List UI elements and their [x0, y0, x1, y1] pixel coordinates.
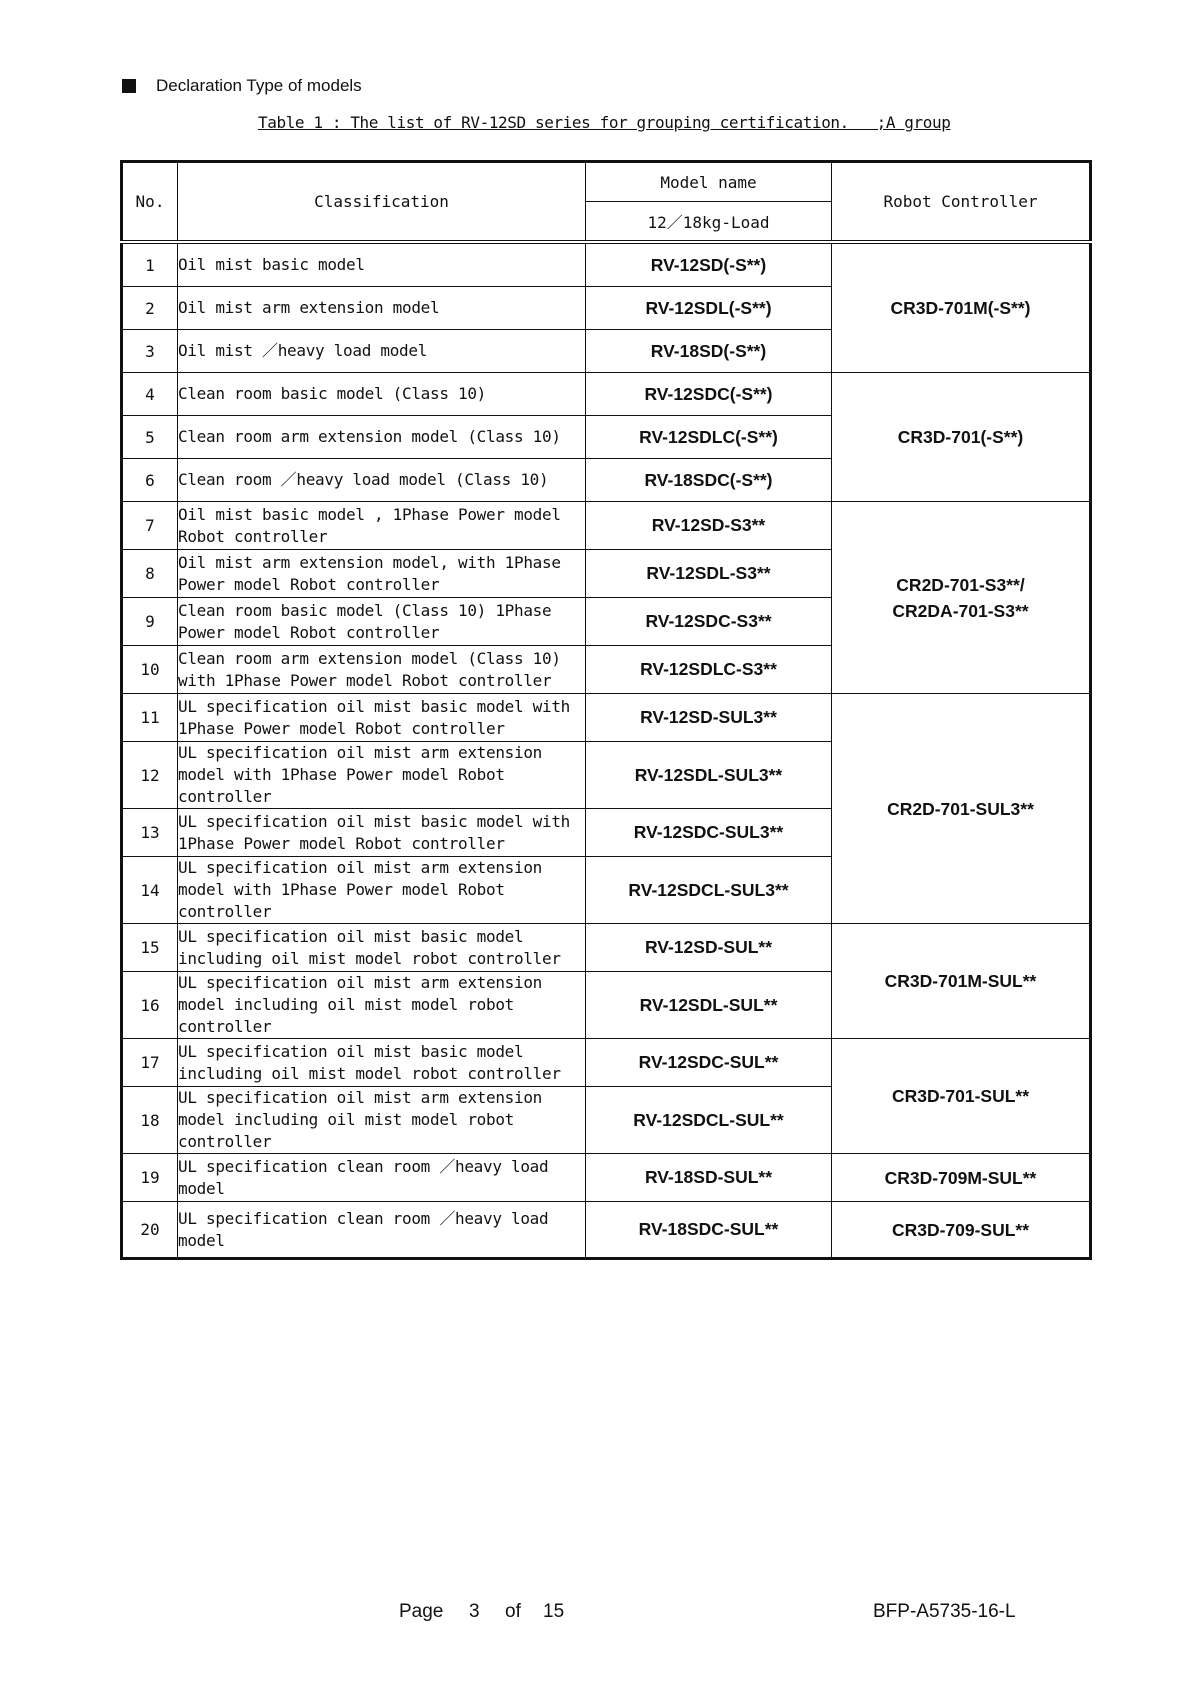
header-classification: Classification	[178, 162, 586, 243]
models-table	[120, 160, 1092, 1260]
row-classification: UL specification oil mist arm extension model with 1Phase Power model Robot controller	[178, 742, 586, 809]
row-model: RV-12SDLC(-S**)	[586, 416, 832, 459]
heading-text: Declaration Type of models	[156, 76, 362, 95]
row-no: 5	[122, 416, 178, 459]
row-no: 12	[122, 742, 178, 809]
row-model: RV-12SD-S3**	[586, 502, 832, 550]
row-classification: UL specification oil mist basic model including oil mist model robot controller	[178, 1039, 586, 1087]
row-no: 16	[122, 972, 178, 1039]
row-no: 20	[122, 1202, 178, 1259]
row-classification: UL specification clean room ／heavy load model	[178, 1154, 586, 1202]
row-model: RV-18SD(-S**)	[586, 330, 832, 373]
row-no: 2	[122, 287, 178, 330]
table-row	[122, 502, 1091, 550]
row-classification: UL specification clean room ／heavy load model	[178, 1202, 586, 1259]
row-no: 17	[122, 1039, 178, 1087]
row-no: 4	[122, 373, 178, 416]
row-no: 10	[122, 646, 178, 694]
row-no: 3	[122, 330, 178, 373]
bullet-square-icon	[122, 79, 136, 93]
controller-cell: CR3D-701-SUL**	[832, 1039, 1091, 1154]
row-model: RV-18SDC(-S**)	[586, 459, 832, 502]
controller-cell: CR3D-709-SUL**	[832, 1202, 1091, 1259]
footer-page-label: Page	[399, 1601, 444, 1622]
controller-line: CR2DA-701-S3**	[892, 600, 1029, 621]
header-robot-controller: Robot Controller	[832, 162, 1091, 243]
row-no: 6	[122, 459, 178, 502]
controller-cell: CR2D-701-SUL3**	[832, 694, 1091, 924]
row-classification: Clean room arm extension model (Class 10) with 1Phase Power model Robot controller	[178, 646, 586, 694]
section-heading	[122, 76, 362, 96]
controller-cell: CR3D-701M(-S**)	[832, 242, 1091, 373]
row-no: 14	[122, 857, 178, 924]
row-model: RV-12SDC-SUL**	[586, 1039, 832, 1087]
row-classification: Clean room ／heavy load model (Class 10)	[178, 459, 586, 502]
row-classification: UL specification oil mist arm extension model with 1Phase Power model Robot controller	[178, 857, 586, 924]
footer-document-id: BFP-A5735-16-L	[873, 1601, 1016, 1622]
table-row	[122, 373, 1091, 416]
row-model: RV-12SD-SUL3**	[586, 694, 832, 742]
table-row	[122, 694, 1091, 742]
controller-cell: CR3D-701M-SUL**	[832, 924, 1091, 1039]
row-classification: UL specification oil mist basic model with 1Phase Power model Robot controller	[178, 809, 586, 857]
row-classification: UL specification oil mist arm extension model including oil mist model robot controller	[178, 1087, 586, 1154]
row-classification: Oil mist basic model	[178, 242, 586, 287]
controller-cell: CR3D-701(-S**)	[832, 373, 1091, 502]
row-model: RV-12SDL-SUL**	[586, 972, 832, 1039]
header-model-load: 12／18kg-Load	[586, 202, 832, 243]
row-model: RV-12SD-SUL**	[586, 924, 832, 972]
row-classification: Oil mist arm extension model, with 1Phase Power model Robot controller	[178, 550, 586, 598]
row-classification: Clean room arm extension model (Class 10)	[178, 416, 586, 459]
table-title: Table 1 : The list of RV-12SD series for grouping certification. ;A group	[258, 113, 951, 132]
row-model: RV-12SDC-SUL3**	[586, 809, 832, 857]
row-no: 8	[122, 550, 178, 598]
header-no: No.	[122, 162, 178, 243]
row-model: RV-12SDLC-S3**	[586, 646, 832, 694]
row-classification: UL specification oil mist arm extension model including oil mist model robot controller	[178, 972, 586, 1039]
table-row	[122, 924, 1091, 972]
table-row	[122, 242, 1091, 287]
row-classification: Oil mist basic model , 1Phase Power model Robot controller	[178, 502, 586, 550]
row-model: RV-18SDC-SUL**	[586, 1202, 832, 1259]
row-no: 1	[122, 242, 178, 287]
row-no: 19	[122, 1154, 178, 1202]
table-row	[122, 1039, 1091, 1087]
controller-cell: CR3D-709M-SUL**	[832, 1154, 1091, 1202]
row-model: RV-12SD(-S**)	[586, 242, 832, 287]
footer-of-label: of	[505, 1601, 521, 1622]
row-model: RV-12SDL-SUL3**	[586, 742, 832, 809]
row-model: RV-12SDC-S3**	[586, 598, 832, 646]
row-model: RV-18SD-SUL**	[586, 1154, 832, 1202]
controller-line: CR2D-701-S3**/	[896, 574, 1025, 595]
footer-page-number: 3	[469, 1601, 480, 1622]
row-no: 7	[122, 502, 178, 550]
controller-cell	[832, 502, 1091, 694]
row-classification: Oil mist arm extension model	[178, 287, 586, 330]
row-no: 13	[122, 809, 178, 857]
row-no: 15	[122, 924, 178, 972]
row-model: RV-12SDCL-SUL**	[586, 1087, 832, 1154]
row-classification: UL specification oil mist basic model with 1Phase Power model Robot controller	[178, 694, 586, 742]
row-model: RV-12SDL-S3**	[586, 550, 832, 598]
row-classification: UL specification oil mist basic model including oil mist model robot controller	[178, 924, 586, 972]
footer-page-total: 15	[543, 1601, 565, 1622]
row-classification: Clean room basic model (Class 10)	[178, 373, 586, 416]
row-model: RV-12SDC(-S**)	[586, 373, 832, 416]
row-classification: Oil mist ／heavy load model	[178, 330, 586, 373]
row-no: 9	[122, 598, 178, 646]
row-model: RV-12SDL(-S**)	[586, 287, 832, 330]
row-model: RV-12SDCL-SUL3**	[586, 857, 832, 924]
table-row	[122, 1202, 1091, 1259]
table-row	[122, 1154, 1091, 1202]
header-model-name: Model name	[586, 162, 832, 202]
row-no: 11	[122, 694, 178, 742]
row-classification: Clean room basic model (Class 10) 1Phase Power model Robot controller	[178, 598, 586, 646]
row-no: 18	[122, 1087, 178, 1154]
